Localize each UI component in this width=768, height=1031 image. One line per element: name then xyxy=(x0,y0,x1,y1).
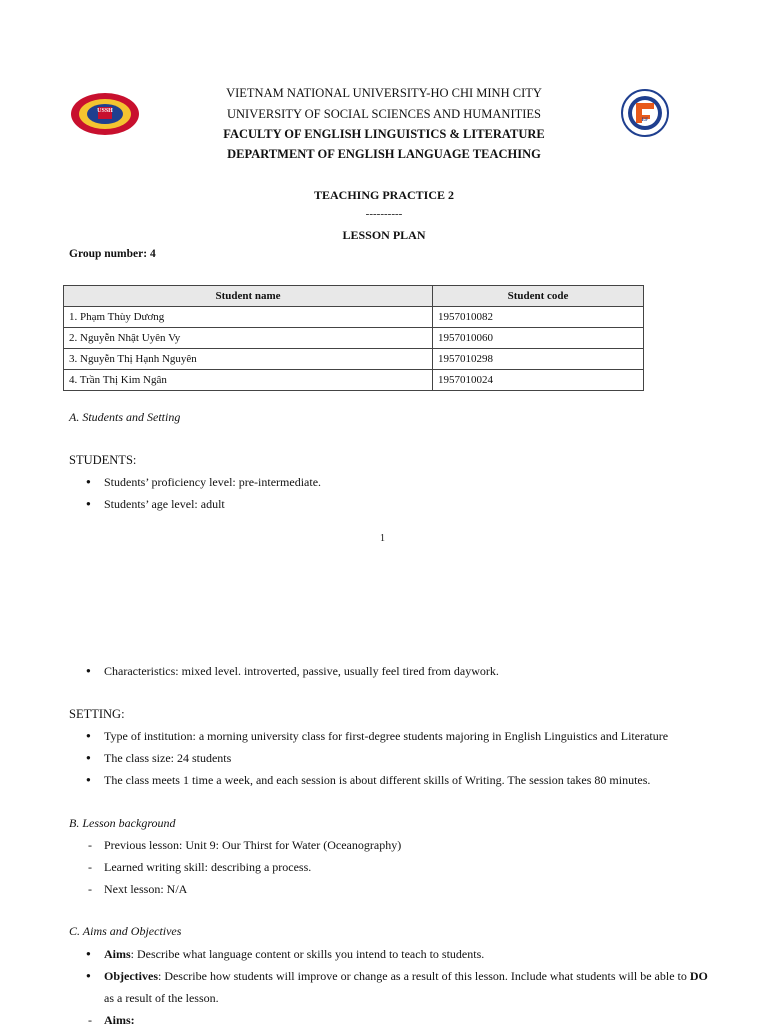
header-line-4: DEPARTMENT OF ENGLISH LANGUAGE TEACHING xyxy=(227,147,541,161)
objectives-item xyxy=(69,965,709,1009)
objectives-text: : Describe how students will improve or change as a result of this lesson. Include what students will be able to xyxy=(157,969,690,983)
document-subtitle: LESSON PLAN xyxy=(342,228,426,242)
list-item: ● Students’ proficiency level: pre-intermediate. xyxy=(69,471,321,493)
table-row xyxy=(64,349,644,370)
student-name: 4. Trần Thị Kim Ngân xyxy=(64,370,433,391)
objectives-do: DO xyxy=(689,969,708,983)
aims-text: : Describe what language content or skills you intend to teach to students. xyxy=(130,947,485,961)
list-item xyxy=(69,1009,135,1031)
objectives-text-end: as a result of the lesson. xyxy=(104,991,219,1005)
table-row xyxy=(64,370,644,391)
column-header-code: Student code xyxy=(433,286,644,307)
list-item: ● The class size: 24 students xyxy=(69,747,709,769)
student-name: 1. Phạm Thùy Dương xyxy=(64,307,433,328)
section-b-heading: B. Lesson background xyxy=(69,816,176,830)
aims-item xyxy=(69,943,709,965)
document-title: TEACHING PRACTICE 2 xyxy=(313,188,454,202)
page-number: 1 xyxy=(380,533,385,544)
table-row xyxy=(64,328,644,349)
faculty-logo-text: EF xyxy=(641,118,649,123)
list-item: ● Students’ age level: adult xyxy=(69,493,321,515)
list-item: ● Characteristics: mixed level. introverted, passive, usually feel tired from daywork. xyxy=(69,660,499,682)
students-list xyxy=(69,471,321,515)
student-name: 2. Nguyễn Nhật Uyên Vy xyxy=(64,328,433,349)
university-logo-text: USSH xyxy=(97,108,113,114)
table-row xyxy=(64,307,644,328)
student-table xyxy=(63,285,644,391)
lesson-background-list xyxy=(69,834,401,900)
objectives-label: Objectives xyxy=(104,969,158,983)
header-line-3: FACULTY OF ENGLISH LINGUISTICS & LITERATURE xyxy=(223,127,545,141)
table-header-row xyxy=(64,286,644,307)
students-label: STUDENTS: xyxy=(69,453,137,467)
list-item: ● The class meets 1 time a week, and each session is about different skills of Writing. The session takes 80 minutes. xyxy=(69,769,709,791)
setting-list xyxy=(69,725,709,791)
section-c-heading: C. Aims and Objectives xyxy=(69,924,182,938)
aims-objectives-list xyxy=(69,943,709,1009)
aims-sub-list xyxy=(69,1009,135,1031)
section-a-heading: A. Students and Setting xyxy=(69,410,181,424)
list-item: - Previous lesson: Unit 9: Our Thirst for Water (Oceanography) xyxy=(69,834,401,856)
list-item: - Next lesson: N/A xyxy=(69,878,401,900)
aims-label: Aims xyxy=(104,947,131,961)
list-item: ● Type of institution: a morning university class for first-degree students majoring in English Linguistics and Literature xyxy=(69,725,709,747)
student-code: 1957010082 xyxy=(433,307,644,328)
student-name: 3. Nguyễn Thị Hạnh Nguyên xyxy=(64,349,433,370)
student-code: 1957010298 xyxy=(433,349,644,370)
header-line-1: VIETNAM NATIONAL UNIVERSITY-HO CHI MINH CITY xyxy=(226,86,542,100)
setting-label: SETTING: xyxy=(69,707,125,721)
characteristics-list xyxy=(69,660,499,682)
list-item: - Learned writing skill: describing a process. xyxy=(69,856,401,878)
student-code: 1957010060 xyxy=(433,328,644,349)
student-code: 1957010024 xyxy=(433,370,644,391)
group-number: Group number: 4 xyxy=(69,248,156,260)
header-line-2: UNIVERSITY OF SOCIAL SCIENCES AND HUMANITIES xyxy=(226,107,541,121)
title-divider: ---------- xyxy=(365,208,403,220)
aims-sub-label: Aims: xyxy=(104,1013,135,1027)
column-header-name: Student name xyxy=(64,286,433,307)
